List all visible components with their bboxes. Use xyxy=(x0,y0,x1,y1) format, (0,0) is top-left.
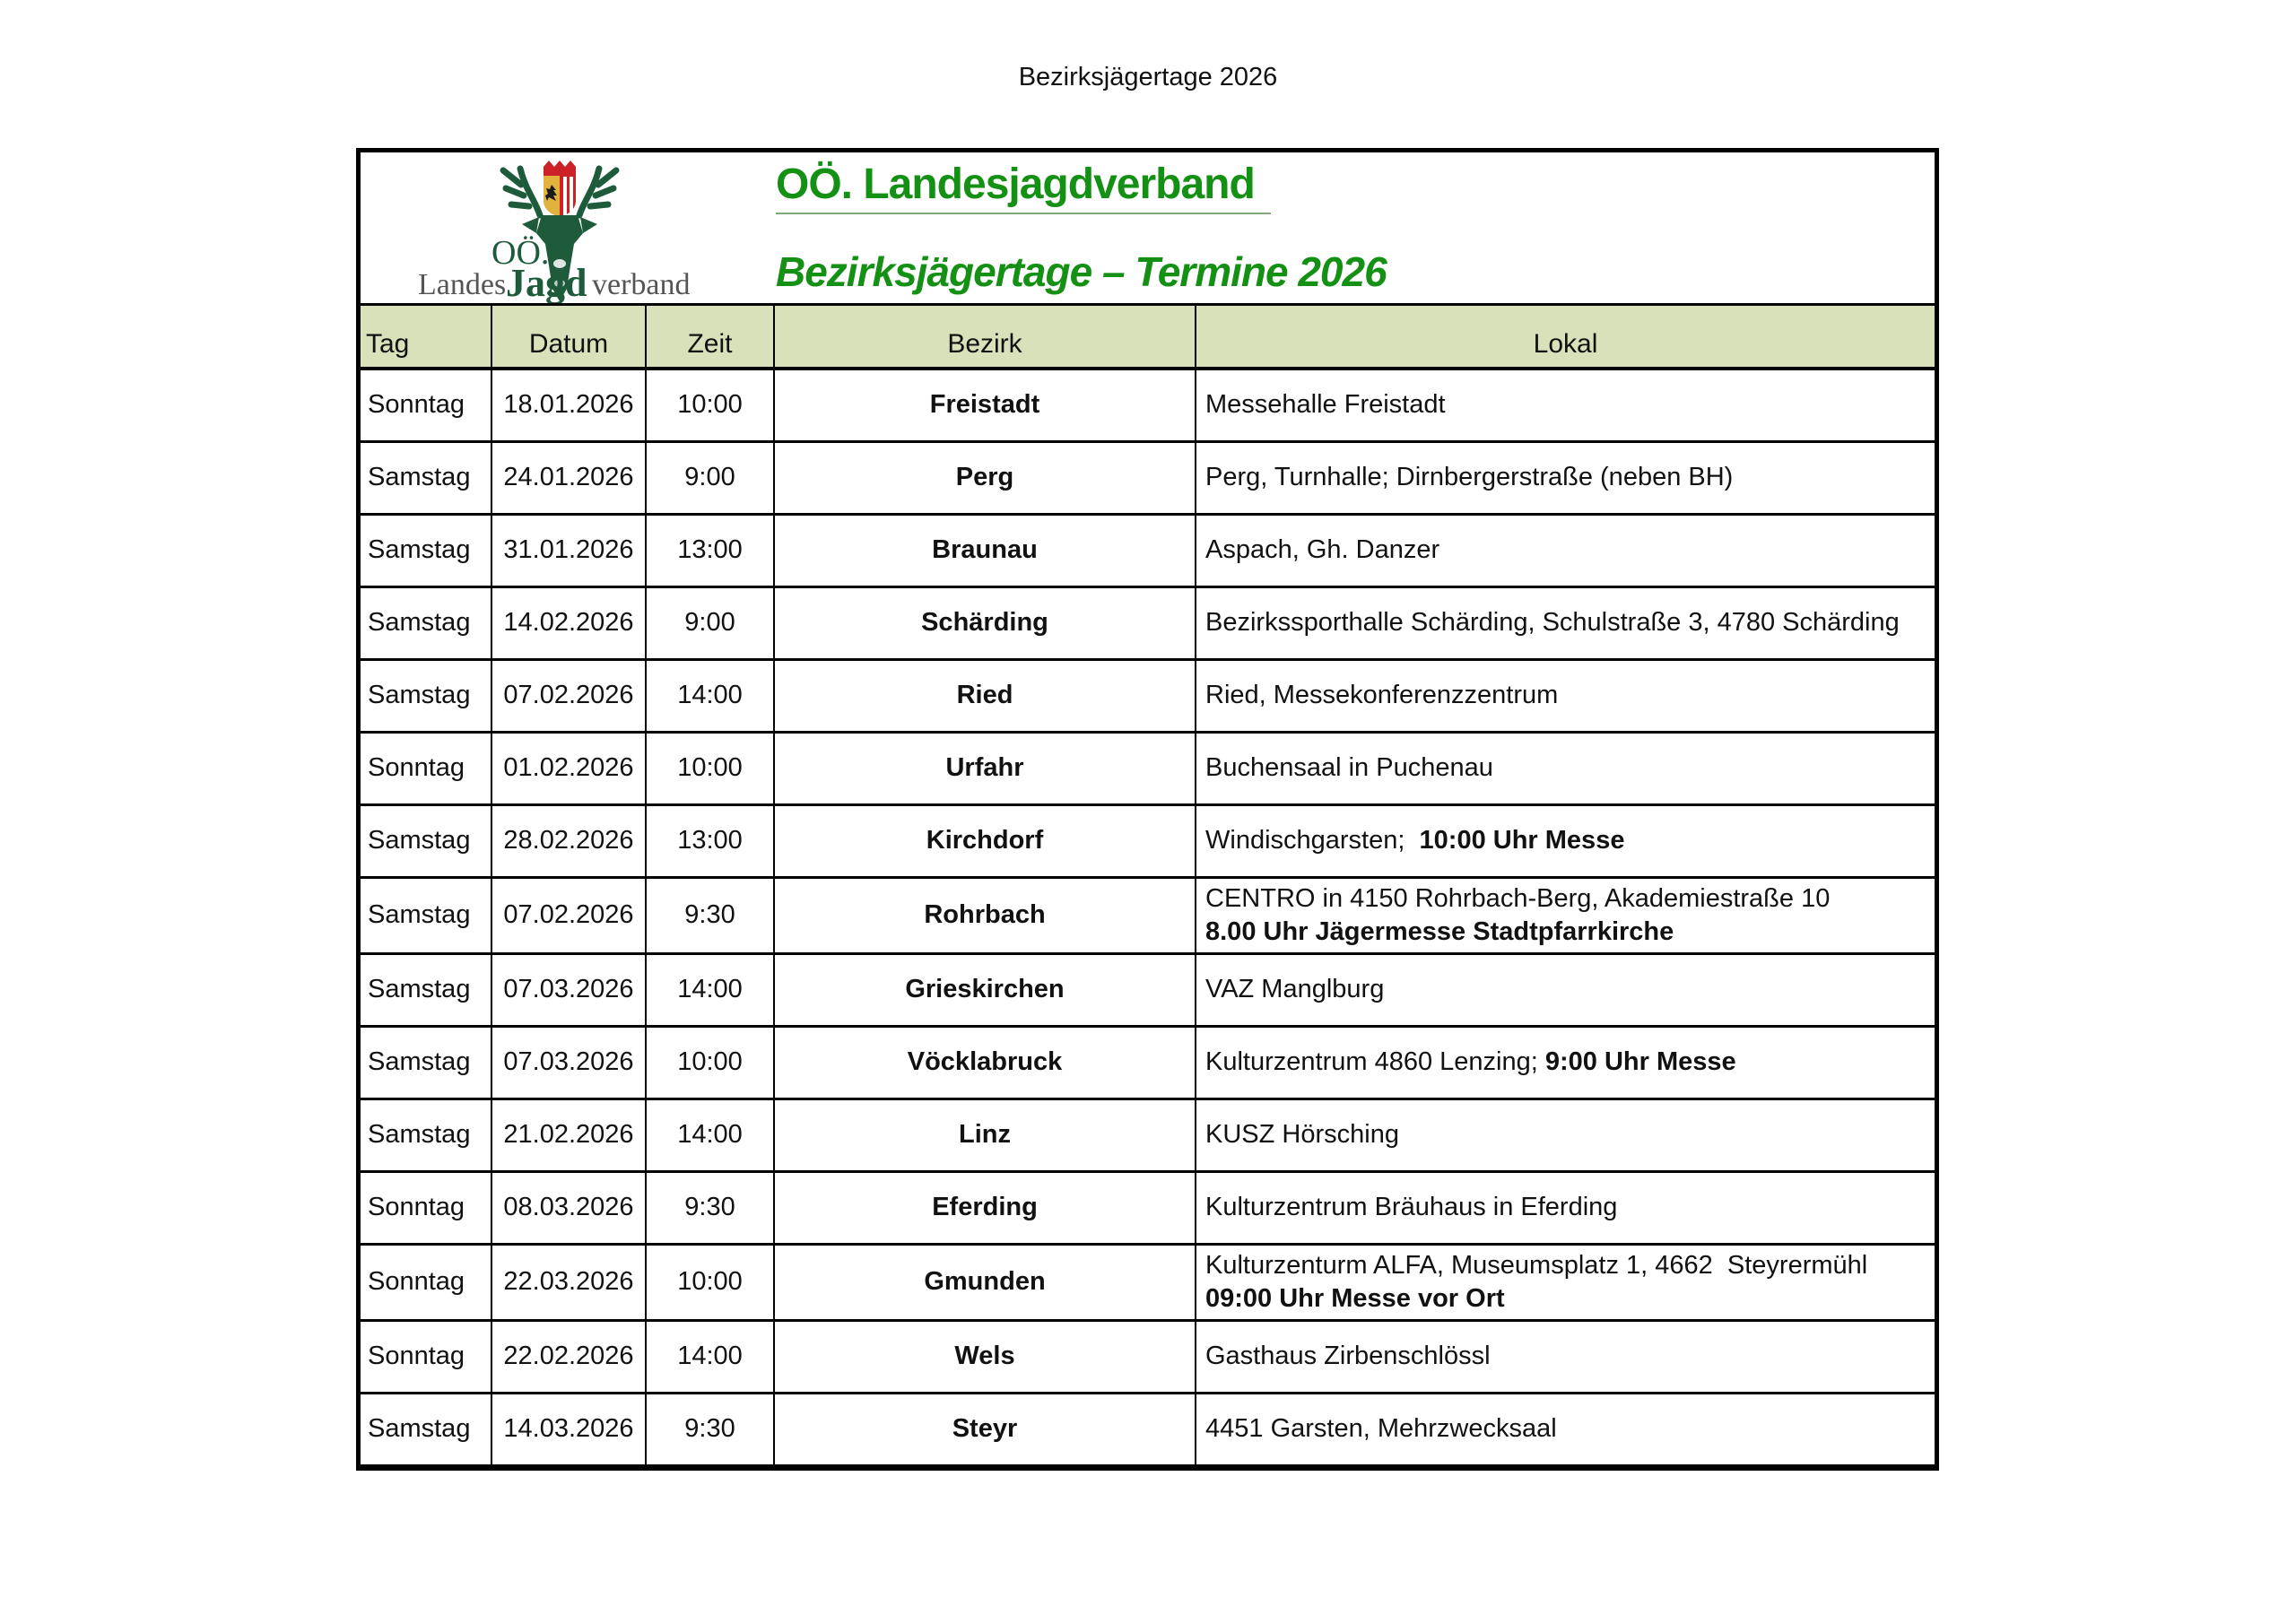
cell-lokal: 4451 Garsten, Mehrzwecksaal xyxy=(1196,1393,1935,1465)
cell-zeit: 9:30 xyxy=(646,877,774,953)
column-header-tag: Tag xyxy=(361,306,491,369)
table-row xyxy=(361,514,1935,586)
cell-tag: Samstag xyxy=(361,586,491,659)
cell-lokal: Kulturzenturm ALFA, Museumsplatz 1, 4662 Steyrermühl 09:00 Uhr Messe vor Ort xyxy=(1196,1244,1935,1320)
cell-lokal: Aspach, Gh. Danzer xyxy=(1196,514,1935,586)
table-row xyxy=(361,1026,1935,1099)
table-row xyxy=(361,732,1935,804)
cell-zeit: 9:00 xyxy=(646,441,774,514)
cell-lokal: CENTRO in 4150 Rohrbach-Berg, Akademiestraße 10 8.00 Uhr Jägermesse Stadtpfarrkirche xyxy=(1196,877,1935,953)
cell-zeit: 14:00 xyxy=(646,1099,774,1171)
cell-tag: Samstag xyxy=(361,1393,491,1465)
cell-tag: Samstag xyxy=(361,1026,491,1099)
cell-tag: Samstag xyxy=(361,804,491,877)
page-title: Bezirksjägertage 2026 xyxy=(1018,63,1278,91)
schedule-sheet xyxy=(356,148,1939,1471)
cell-datum: 22.03.2026 xyxy=(491,1244,646,1320)
table-row xyxy=(361,586,1935,659)
cell-zeit: 10:00 xyxy=(646,369,774,441)
cell-datum: 07.02.2026 xyxy=(491,659,646,732)
cell-bezirk: Eferding xyxy=(774,1171,1196,1244)
cell-datum: 22.02.2026 xyxy=(491,1320,646,1393)
cell-datum: 07.02.2026 xyxy=(491,877,646,953)
cell-lokal: Buchensaal in Puchenau xyxy=(1196,732,1935,804)
cell-zeit: 14:00 xyxy=(646,659,774,732)
cell-zeit: 14:00 xyxy=(646,953,774,1026)
logo-text-landes: Landes xyxy=(418,268,507,301)
cell-lokal: Gasthaus Zirbenschlössl xyxy=(1196,1320,1935,1393)
cell-zeit: 9:00 xyxy=(646,586,774,659)
table-row xyxy=(361,369,1935,441)
landesjagdverband-logo xyxy=(416,158,703,308)
cell-datum: 24.01.2026 xyxy=(491,441,646,514)
table-row xyxy=(361,877,1935,953)
cell-bezirk: Wels xyxy=(774,1320,1196,1393)
cell-bezirk: Ried xyxy=(774,659,1196,732)
cell-bezirk: Urfahr xyxy=(774,732,1196,804)
cell-bezirk: Braunau xyxy=(774,514,1196,586)
cell-lokal: Bezirkssporthalle Schärding, Schulstraße 3, 4780 Schärding xyxy=(1196,586,1935,659)
table-row xyxy=(361,1171,1935,1244)
cell-datum: 28.02.2026 xyxy=(491,804,646,877)
cell-datum: 14.02.2026 xyxy=(491,586,646,659)
table-row xyxy=(361,1244,1935,1320)
cell-bezirk: Rohrbach xyxy=(774,877,1196,953)
table-row xyxy=(361,1320,1935,1393)
deer-crest-icon xyxy=(416,158,703,303)
logo-text-oo: OÖ. xyxy=(491,234,550,272)
cell-lokal: Kulturzentrum Bräuhaus in Eferding xyxy=(1196,1171,1935,1244)
cell-bezirk: Linz xyxy=(774,1099,1196,1171)
cell-lokal: Windischgarsten; 10:00 Uhr Messe xyxy=(1196,804,1935,877)
cell-tag: Samstag xyxy=(361,514,491,586)
crest-crown xyxy=(544,167,576,176)
logo-text-verband: verband xyxy=(592,268,691,301)
table-row xyxy=(361,1393,1935,1465)
cell-tag: Sonntag xyxy=(361,1171,491,1244)
cell-tag: Samstag xyxy=(361,441,491,514)
table-row xyxy=(361,953,1935,1026)
cell-lokal: Messehalle Freistadt xyxy=(1196,369,1935,441)
cell-zeit: 9:30 xyxy=(646,1171,774,1244)
cell-bezirk: Freistadt xyxy=(774,369,1196,441)
logo-text-jagd: Jagd xyxy=(506,261,587,303)
cell-tag: Samstag xyxy=(361,1099,491,1171)
cell-tag: Sonntag xyxy=(361,1320,491,1393)
cell-datum: 21.02.2026 xyxy=(491,1099,646,1171)
table-row xyxy=(361,1099,1935,1171)
cell-lokal: Kulturzentrum 4860 Lenzing; 9:00 Uhr Messe xyxy=(1196,1026,1935,1099)
cell-datum: 14.03.2026 xyxy=(491,1393,646,1465)
cell-lokal: Perg, Turnhalle; Dirnbergerstraße (neben BH) xyxy=(1196,441,1935,514)
column-header-zeit: Zeit xyxy=(646,306,774,369)
cell-zeit: 10:00 xyxy=(646,1244,774,1320)
cell-datum: 18.01.2026 xyxy=(491,369,646,441)
cell-zeit: 10:00 xyxy=(646,1026,774,1099)
cell-zeit: 13:00 xyxy=(646,514,774,586)
schedule-subtitle: Bezirksjägertage – Termine 2026 xyxy=(776,248,1387,295)
column-header-datum: Datum xyxy=(491,306,646,369)
cell-lokal: Ried, Messekonferenzzentrum xyxy=(1196,659,1935,732)
cell-bezirk: Schärding xyxy=(774,586,1196,659)
table-row xyxy=(361,441,1935,514)
cell-bezirk: Perg xyxy=(774,441,1196,514)
cell-zeit: 9:30 xyxy=(646,1393,774,1465)
cell-datum: 08.03.2026 xyxy=(491,1171,646,1244)
brand-band xyxy=(361,152,1935,306)
schedule-table xyxy=(361,306,1935,1467)
cell-datum: 31.01.2026 xyxy=(491,514,646,586)
cell-datum: 07.03.2026 xyxy=(491,953,646,1026)
cell-tag: Samstag xyxy=(361,659,491,732)
cell-tag: Sonntag xyxy=(361,732,491,804)
cell-datum: 07.03.2026 xyxy=(491,1026,646,1099)
cell-tag: Sonntag xyxy=(361,369,491,441)
table-row xyxy=(361,659,1935,732)
cell-tag: Samstag xyxy=(361,953,491,1026)
cell-datum: 01.02.2026 xyxy=(491,732,646,804)
cell-zeit: 13:00 xyxy=(646,804,774,877)
cell-bezirk: Vöcklabruck xyxy=(774,1026,1196,1099)
column-header-bezirk: Bezirk xyxy=(774,306,1196,369)
org-title: OÖ. Landesjagdverband xyxy=(776,161,1271,214)
cell-tag: Samstag xyxy=(361,877,491,953)
column-header-lokal: Lokal xyxy=(1196,306,1935,369)
cell-lokal: VAZ Manglburg xyxy=(1196,953,1935,1026)
cell-bezirk: Gmunden xyxy=(774,1244,1196,1320)
table-row xyxy=(361,804,1935,877)
cell-zeit: 14:00 xyxy=(646,1320,774,1393)
cell-zeit: 10:00 xyxy=(646,732,774,804)
cell-bezirk: Grieskirchen xyxy=(774,953,1196,1026)
cell-lokal: KUSZ Hörsching xyxy=(1196,1099,1935,1171)
table-header xyxy=(361,306,1935,369)
cell-bezirk: Kirchdorf xyxy=(774,804,1196,877)
cell-tag: Sonntag xyxy=(361,1244,491,1320)
cell-bezirk: Steyr xyxy=(774,1393,1196,1465)
